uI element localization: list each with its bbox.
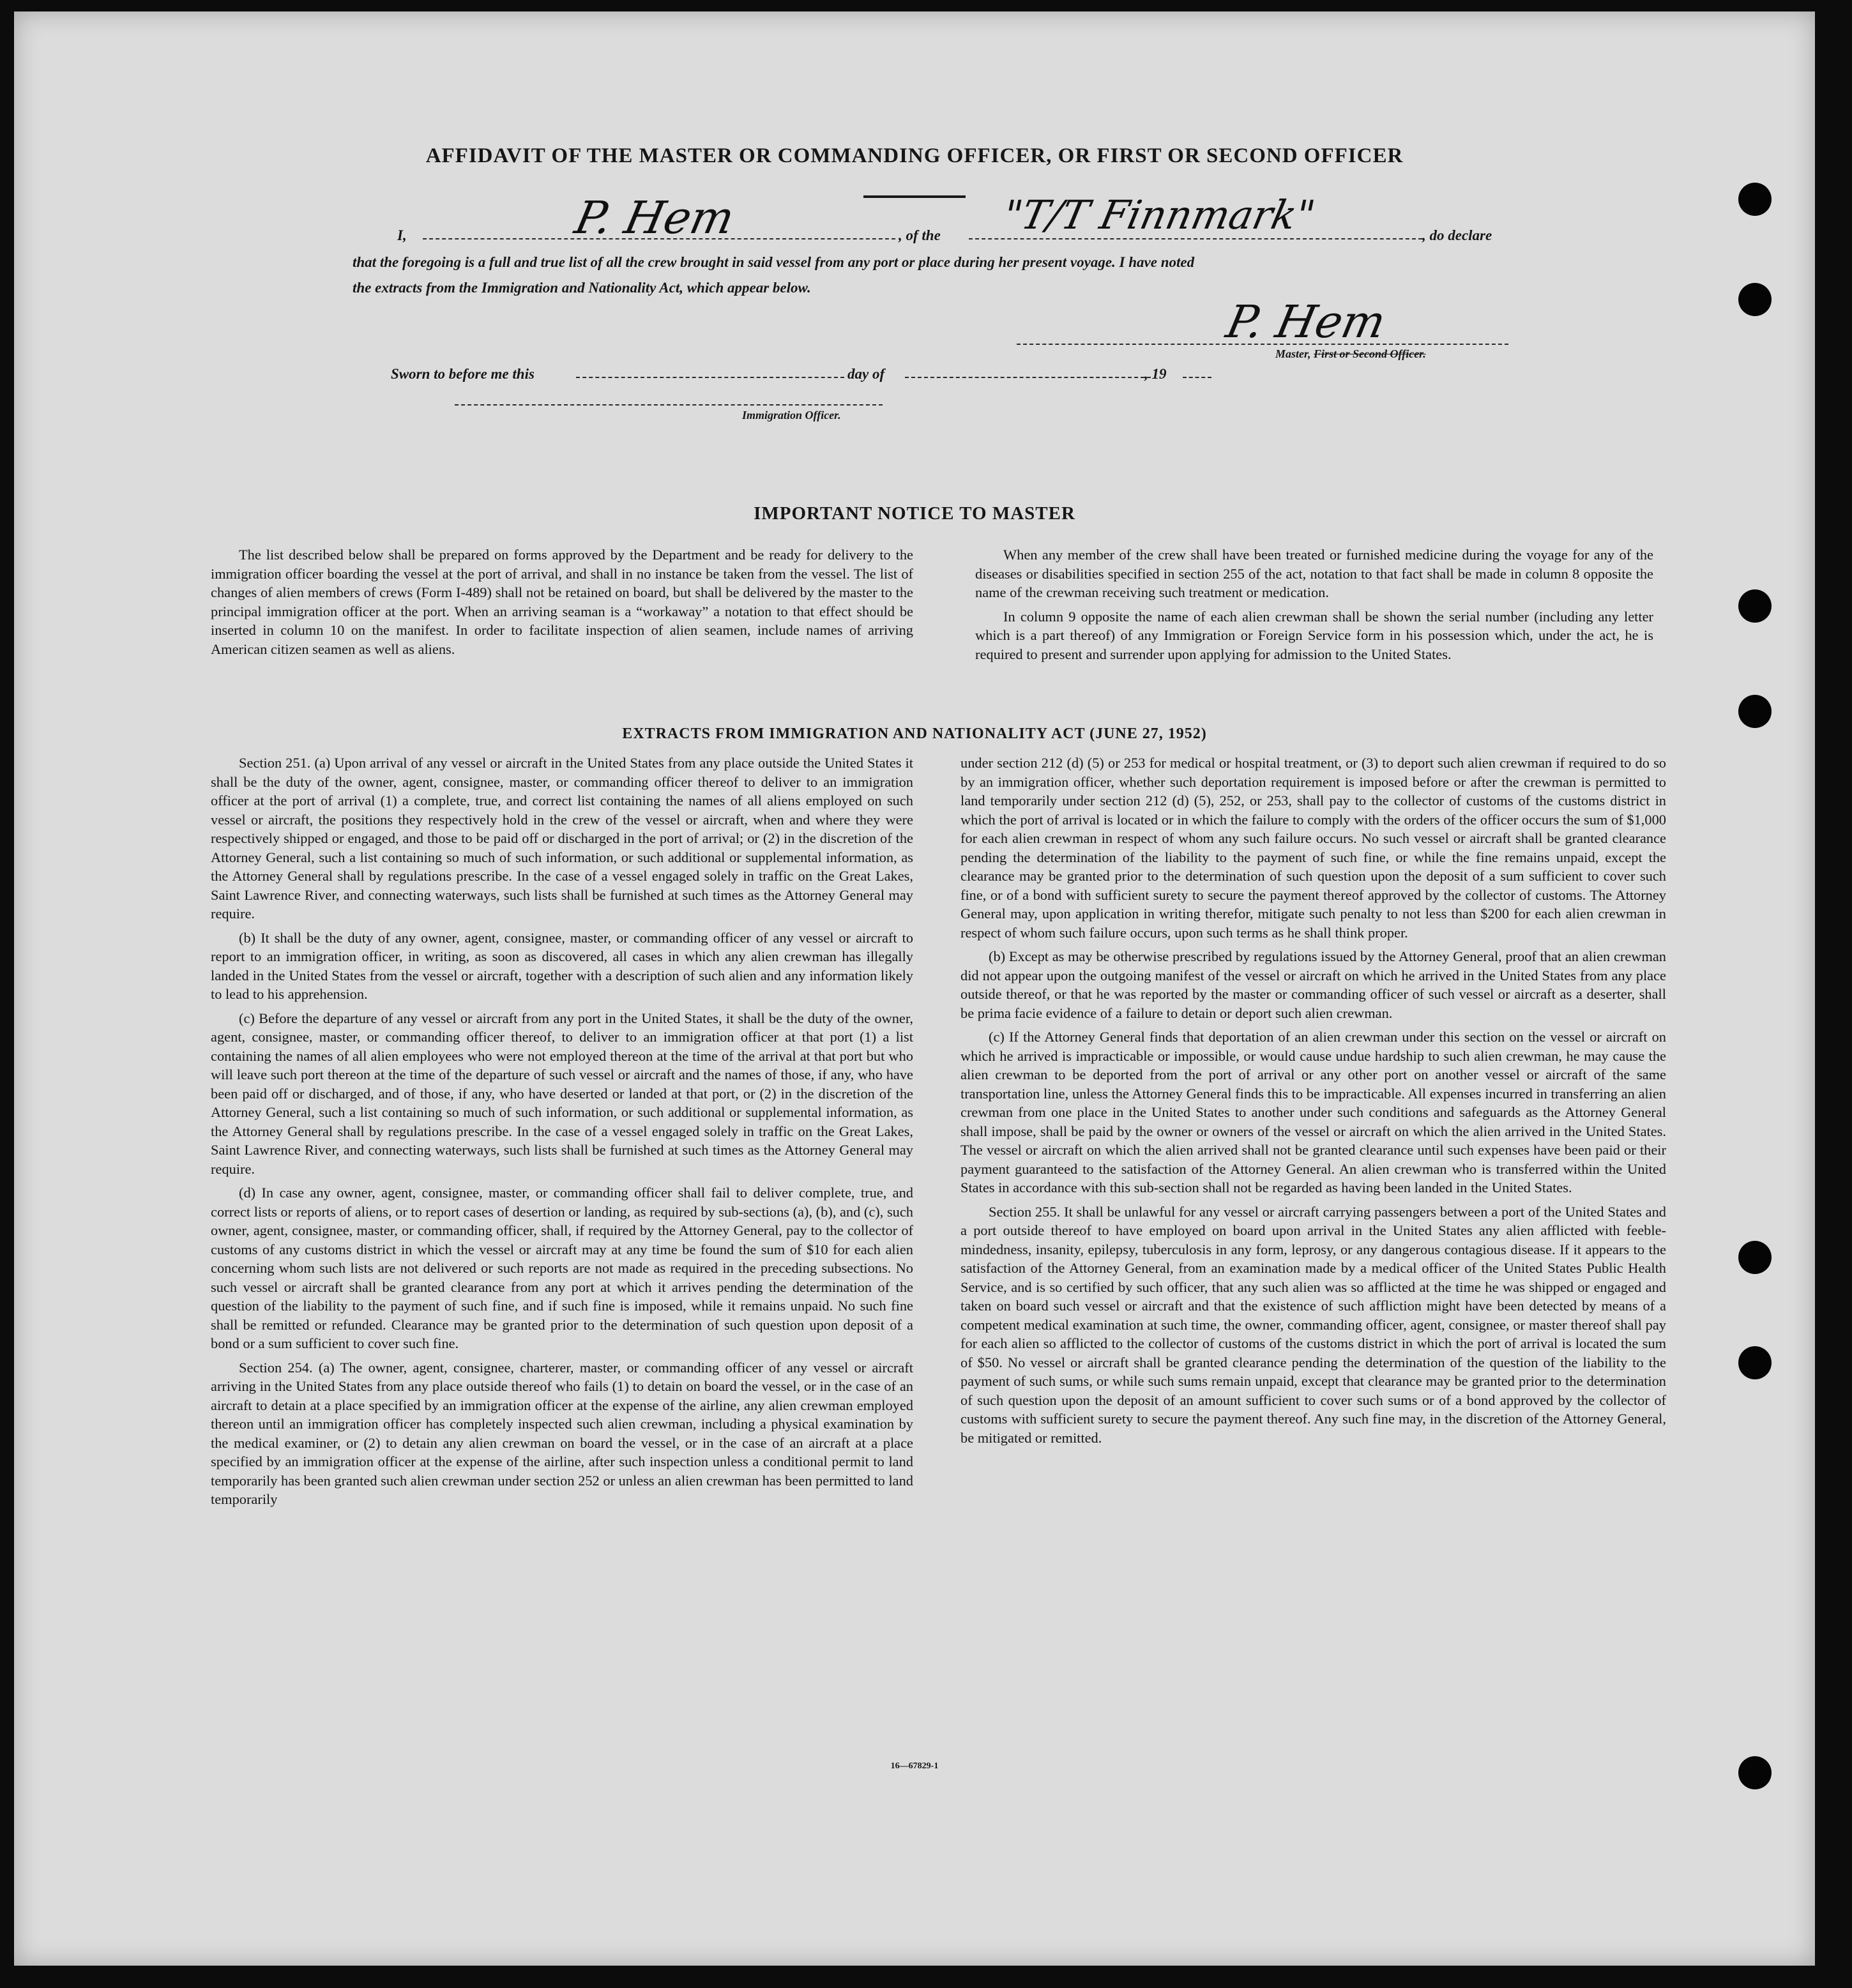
vessel-name-handwritten: "T/T Finnmark" xyxy=(999,192,1319,238)
section-251-a: Section 251. (a) Upon arrival of any vessel or aircraft in the United States from any place outside the United States it shall be the duty of the owner, agent, consignee, master, or commanding officer thereof to deliver to an immigration officer at the port of arrival (1) a complete, true, and correct list containing the names of all aliens employed on such vessel or aircraft, the positions they respectively hold in the crew of the vessel or aircraft, when and where they were respectively shipped or engaged, and those to be paid off or discharged in the port of arrival; or (2) in the discretion of the Attorney General, such a list containing so much of such information, or such additional or supplemental information, as the Attorney General shall by regulations prescribe. In the case of a vessel engaged solely in traffic on the Great Lakes, Saint Lawrence River, and connecting waterways, such lists shall be furnished at such times as the Attorney General may require. xyxy=(211,755,913,922)
of-the-label: , of the xyxy=(899,227,941,243)
statement-line-1: that the foregoing is a full and true list of all the crew brought in said vessel from any port or place during her present voyage. I have noted xyxy=(353,254,1195,270)
notice-title: IMPORTANT NOTICE TO MASTER xyxy=(754,503,1075,524)
notice-right-paragraph-1: When any member of the crew shall have been treated or furnished medicine during the voyage for any of the diseases or disabilities specified in section 255 of the act, notation to that fact shall be made in column 8 opposite the name of the crewman receiving such treatment or medication. xyxy=(975,547,1653,600)
year-blank xyxy=(1183,377,1211,378)
form-code: 16—67829-1 xyxy=(890,1761,939,1771)
section-254-a-continued: under section 212 (d) (5) or 253 for medical or hospital treatment, or (3) to deport such alien crewman if required to do so by an immigration officer, whether such deportation requirement is imposed before or after the crewman is permitted to land temporarily under section 212 (d) (5), 252, or 253, shall pay to the collector of customs of the customs district in which the port of arrival is located or in which the failure to comply with the orders of the officer occurs the sum of $1,000 for each alien crewman in respect of whom any such failure occurs. No such vessel or aircraft shall be granted clearance pending the determination of the liability to the payment of such fine, or while the fine remains unpaid, except the clearance may be granted prior to the determination of such question upon the deposit of a sum sufficient to cover such fine, or of a bond with sufficient surety to secure the payment thereof approved by the collector of customs. The Attorney General may, upon application in writing therefor, mitigate such penalty to not less than $200 for each alien crewman in respect of whom such failure occurs, upon such terms as he shall think proper. xyxy=(960,755,1666,941)
year-label: , 19 xyxy=(1144,366,1167,382)
section-255: Section 255. It shall be unlawful for any vessel or aircraft carrying passengers between a port of the United States and a port outside thereof to have employed on board upon arrival in the United States any alien afflicted with feeble-mindedness, insanity, epilepsy, tuberculosis in any form, leprosy, or any dangerous contagious disease. If it appears to the satisfaction of the Attorney General, from an examination made by a medical officer of the United States Public Health Service, and is so certified by such officer, that any such alien was so afflicted at the time he was shipped or engaged and taken on board such vessel or aircraft and that the existence of such affliction might have been detected by means of a competent medical examination at such time, the owner, commanding officer, agent, consignee, or master thereof shall pay for each alien so afflicted to the collector of customs of the customs district in which the port of arrival is located the sum of $50. No vessel or aircraft shall be granted clearance pending the determination of the question of the liability to the payment of such sums, or while such sums remain unpaid, except that clearance may be granted prior to the determination of such question upon the deposit of an amount sufficient to cover such sums or of a bond approved by the collector of customs with sufficient surety to secure the payment thereof. Any such fine may, in the discretion of the Attorney General, be mitigated or remitted. xyxy=(960,1203,1666,1446)
title-rule xyxy=(863,195,966,198)
punch-hole xyxy=(1738,183,1772,216)
sworn-label: Sworn to before me this xyxy=(391,366,535,382)
section-254-a: Section 254. (a) The owner, agent, consignee, charterer, master, or commanding officer of any vessel or aircraft arriving in the United States from any place outside thereof who fails (1) to detain on board the vessel, or in the case of an aircraft to detain at a place specified by an immigration officer at the expense of the airline, any alien crewman employed thereon until an immigration officer has completely inspected such alien crewman, including a physical examination by the medical examiner, or (2) to detain any alien crewman on board the vessel, or in the case of an aircraft at a place specified by an immigration officer at the expense of the airline, after such inspection unless a conditional permit to land temporarily has been granted such alien crewman under section 252 or unless an alien crewman has been permitted to land temporarily xyxy=(211,1359,913,1507)
punch-hole xyxy=(1738,695,1772,728)
punch-hole xyxy=(1738,589,1772,623)
section-251-c: (c) Before the departure of any vessel or aircraft from any port in the United States, it shall be the duty of the owner, agent, consignee, master, or commanding officer thereof, to deliver to an immigration officer at that port (1) a list containing the names of all alien employees who were not employed thereon at the time of the arrival at that port but who will leave such port thereon at the time of the departure of such vessel or aircraft and the names of those, if any, who have been paid off or discharged, and of those, if any, who have deserted or landed at that port, or (2) in the discretion of the Attorney General, such a list containing so much of such information, or such additional or supplemental information, as the Attorney General shall by regulations prescribe. In the case of a vessel engaged solely in traffic on the Great Lakes, Saint Lawrence River, and connecting waterways, such lists shall be furnished at such times as the Attorney General may require. xyxy=(211,1010,913,1177)
section-251-b: (b) It shall be the duty of any owner, agent, consignee, master, or commanding officer of any vessel or aircraft to report to an immigration officer, in writing, as soon as discovered, all cases in which any alien crewman has illegally landed in the United States from the vessel or aircraft, together with a description of such alien and any information likely to lead to his apprehension. xyxy=(211,929,913,1002)
do-declare-label: , do declare xyxy=(1422,227,1492,243)
i-label: I, xyxy=(397,227,407,243)
document-page xyxy=(14,11,1815,1966)
punch-hole xyxy=(1738,283,1772,316)
struck-officer-label: First or Second Officer. xyxy=(1314,347,1426,360)
month-blank xyxy=(905,377,1151,378)
signature-line xyxy=(1017,344,1508,345)
statement-line-2: the extracts from the Immigration and Nationality Act, which appear below. xyxy=(353,280,811,296)
signer-name-handwritten: P. Hem xyxy=(570,192,739,244)
affidavit-title: AFFIDAVIT OF THE MASTER OR COMMANDING OFFICER, OR FIRST OR SECOND OFFICER xyxy=(425,144,1404,167)
section-254-b: (b) Except as may be otherwise prescribed by regulations issued by the Attorney General, proof that an alien crewman did not appear upon the outgoing manifest of the vessel or aircraft on which he arrived in the United States from any place outside thereof, or that he was reported by the master or commanding officer of such vessel or aircraft as a deserter, shall be prima facie evidence of a failure to detain or deport such alien crewman. xyxy=(960,948,1666,1021)
notice-right-paragraph-2: In column 9 opposite the name of each alien crewman shall be shown the serial number (including any letter which is a part thereof) of any Immigration or Foreign Service form in his possession which, under the act, he is required to present and surrender upon applying for admission to the United States. xyxy=(975,608,1653,662)
master-label-text: Master, xyxy=(1275,347,1311,360)
master-label xyxy=(1275,347,1426,361)
day-of-label: day of xyxy=(847,366,885,382)
punch-hole xyxy=(1738,1346,1772,1379)
extracts-title: EXTRACTS FROM IMMIGRATION AND NATIONALITY ACT (JUNE 27, 1952) xyxy=(622,725,1207,742)
master-signature: P. Hem xyxy=(1222,296,1390,348)
section-254-c: (c) If the Attorney General finds that deportation of an alien crewman under this section on the vessel or aircraft on which he arrived is impracticable or impossible, or would cause undue hardship to such alien crewman, he may cause the alien crewman to be deported from the port of arrival or any other port on another vessel or aircraft of the same transportation line, unless the Attorney General finds this to be impracticable. All expenses incurred in transferring an alien crewman from one place in the United States to another under such conditions and safeguards as the Attorney General shall impose, shall be paid by the owner or owners of the vessel or aircraft on which the alien arrived in the United States. The vessel or aircraft on which the alien arrived shall not be granted clearance until such expenses have been paid or their payment guaranteed to the satisfaction of the Attorney General. An alien crewman who is transferred within the United States in accordance with this sub-section shall not be regarded as having been landed in the United States. xyxy=(960,1029,1666,1195)
sworn-date-blank xyxy=(576,377,844,378)
extracts-left-column xyxy=(211,754,913,1514)
punch-hole xyxy=(1738,1241,1772,1274)
immigration-officer-label: Immigration Officer. xyxy=(742,409,841,421)
immigration-officer-line xyxy=(455,404,883,406)
extracts-right-column xyxy=(960,754,1666,1452)
notice-right-column xyxy=(975,545,1653,669)
vessel-blank-line xyxy=(969,238,1422,239)
notice-left-column xyxy=(211,545,913,664)
section-251-d: (d) In case any owner, agent, consignee, master, or commanding officer shall fail to deliver complete, true, and correct lists or reports of aliens, or to report cases of desertion or landing, as required by sub-sections (a), (b), and (c), such owner, agent, consignee, master, or commanding officer, shall, if required by the Attorney General, pay to the collector of customs of any customs district in which the vessel or aircraft may at any time be found the sum of $10 for each alien concerning whom such lists are not delivered or such reports are not made as required in the preceding subsections. No such vessel or aircraft shall be granted clearance from any port at which it arrives pending the determination of the question of the liability to the payment of such fine, and if such fine is imposed, while it remains unpaid. No such fine shall be remitted or refunded. Clearance may be granted prior to the determination of such question upon deposit of a bond or a sum sufficient to cover such fine. xyxy=(211,1185,913,1351)
notice-left-paragraph: The list described below shall be prepared on forms approved by the Department and be ready for delivery to the immigration officer boarding the vessel at the port of arrival, and shall in no instance be taken from the vessel. The list of changes of alien members of crews (Form I-489) shall not be retained on board, but shall be delivered by the master to the principal immigration officer at the port. When an arriving seaman is a “workaway” a notation to that effect should be inserted in column 10 on the manifest. In order to facilitate inspection of alien seamen, include names of arriving American citizen seamen as well as aliens. xyxy=(211,547,913,657)
